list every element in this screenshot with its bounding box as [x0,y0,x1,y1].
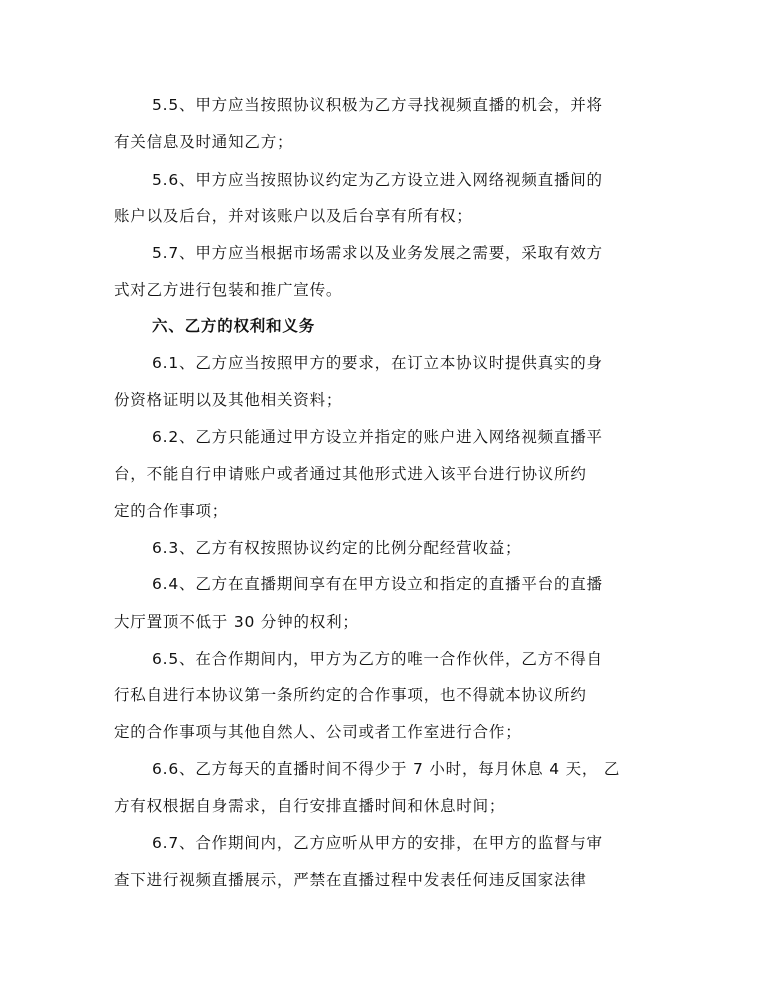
clause-6-4-line-1: 6.4、乙方在直播期间享有在甲方设立和指定的直播平台的直播 [152,575,603,593]
clause-6-5-line-1: 6.5、在合作期间内，甲方为乙方的唯一合作伙伴，乙方不得自 [152,650,603,668]
clause-6-1-line-2: 份资格证明以及其他相关资料； [114,391,343,409]
clause-5-5-line-2: 有关信息及时通知乙方； [114,133,294,151]
clause-5-6-line-1: 5.6、甲方应当按照协议约定为乙方设立进入网络视频直播间的 [152,171,603,189]
clause-6-4-line-2: 大厅置顶不低于 30 分钟的权利； [114,613,359,631]
clause-6-2-line-1: 6.2、乙方只能通过甲方设立并指定的账户进入网络视频直播平 [152,428,603,446]
clause-6-2-line-2: 台，不能自行申请账户或者通过其他形式进入该平台进行协议所约 [114,465,587,483]
clause-6-6-line-2: 方有权根据自身需求，自行安排直播时间和休息时间； [114,797,506,815]
clause-6-6-line-1: 6.6、乙方每天的直播时间不得少于 7 小时，每月休息 4 天， 乙 [152,760,621,778]
clause-6-5-line-3: 定的合作事项与其他自然人、公司或者工作室进行合作； [114,723,522,741]
clause-5-7-line-2: 式对乙方进行包装和推广宣传。 [114,281,343,299]
clause-5-7-line-1: 5.7、甲方应当根据市场需求以及业务发展之需要，采取有效方 [152,244,603,262]
clause-6-2-line-3: 定的合作事项； [114,502,229,520]
clause-6-5-line-2: 行私自进行本协议第一条所约定的合作事项，也不得就本协议所约 [114,686,587,704]
clause-6-1-line-1: 6.1、乙方应当按照甲方的要求，在订立本协议时提供真实的身 [152,354,603,372]
clause-5-5-line-1: 5.5、甲方应当按照协议积极为乙方寻找视频直播的机会，并将 [152,96,603,114]
clause-6-7-line-2: 查下进行视频直播展示，严禁在直播过程中发表任何违反国家法律 [114,871,587,889]
clause-6-7-line-1: 6.7、合作期间内，乙方应听从甲方的安排，在甲方的监督与审 [152,834,603,852]
clause-5-6-line-2: 账户以及后台，并对该账户以及后台享有所有权； [114,207,473,225]
section-six-heading: 六、乙方的权利和义务 [152,317,316,335]
clause-6-3-line-1: 6.3、乙方有权按照协议约定的比例分配经营收益； [152,539,522,557]
